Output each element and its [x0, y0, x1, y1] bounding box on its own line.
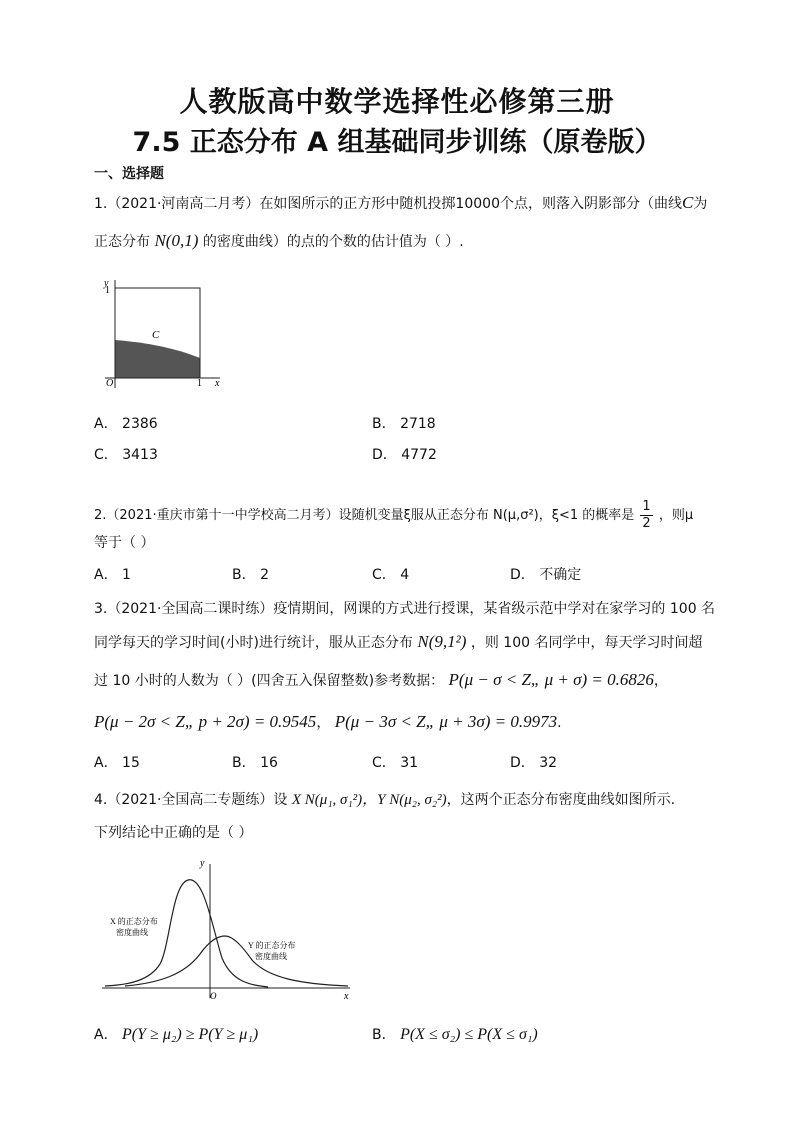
q2-frac-den: 2: [642, 516, 651, 531]
page-title: 人教版高中数学选择性必修第三册: [179, 85, 615, 118]
q4-x-curve-label-2: 密度曲线: [116, 928, 148, 937]
q1-x-label: x: [215, 378, 220, 389]
option-text: P(Y ≥ μ₂) ≥ P(Y ≥ μ₁): [122, 1026, 259, 1043]
option-key: A．: [94, 567, 118, 583]
q1-option-c[interactable]: [94, 444, 158, 464]
q1-shaded-region: [115, 340, 200, 378]
q1-curve-var: C: [681, 193, 694, 212]
q1-line2-end: 的密度曲线）的点的个数的估计值为（ ）.: [202, 234, 464, 250]
q1-option-b[interactable]: [372, 413, 436, 433]
option-key: B．: [232, 755, 256, 771]
q1-line2: [94, 231, 464, 251]
option-key: B．: [232, 567, 256, 583]
q1-line1: [94, 193, 707, 213]
q2-option-c[interactable]: [372, 564, 409, 584]
option-key: C．: [94, 447, 118, 463]
q2-option-d[interactable]: [510, 564, 581, 584]
q1-figure: [100, 278, 230, 390]
q4-figure: [100, 856, 360, 1006]
q3-line4-sep: ，: [316, 715, 331, 731]
q2-line1-end: ，则μ: [658, 508, 694, 523]
q3-normal-math: N(9,1²): [417, 632, 467, 651]
q1-line1-text: 1.（2021·河南高二月考）在如图所示的正方形中随机投掷10000个点，则落入阴影部分（曲线: [94, 196, 682, 212]
q4-x-label: x: [344, 991, 349, 1002]
option-text: 不确定: [539, 567, 582, 583]
q1-option-d[interactable]: [372, 444, 437, 464]
q2-option-b[interactable]: [232, 564, 269, 584]
option-text: 32: [539, 755, 558, 771]
q2-line1-text: 2.（2021·重庆市第十一中学校高二月考）设随机变量ξ服从正态分布 N(μ,σ²)，ξ<1 的概率是: [94, 508, 635, 523]
option-key: A．: [94, 416, 118, 432]
q1-y-label: y: [104, 278, 109, 289]
q3-option-a[interactable]: [94, 752, 140, 772]
q2-line1: [94, 499, 693, 532]
q1-normal-math: N(0,1): [154, 231, 199, 250]
page-subtitle: 7.5 正态分布 A 组基础同步训练（原卷版）: [132, 127, 662, 158]
q4-line1: [94, 788, 675, 809]
option-key: D．: [510, 567, 535, 583]
option-text: 1: [122, 567, 131, 583]
q4-y-label: y: [200, 858, 205, 869]
q4-line2: 下列结论中正确的是（ ）: [94, 825, 253, 841]
option-text: 3413: [122, 447, 158, 463]
q3-ref2-math: P(μ − 2σ < Z„ p + 2σ) = 0.9545: [94, 712, 317, 731]
q3-option-b[interactable]: [232, 752, 278, 772]
option-key: B．: [372, 1027, 396, 1043]
option-key: D．: [372, 447, 397, 463]
q3-line3-end: ，: [653, 673, 668, 689]
option-text: 2718: [400, 416, 436, 432]
q3-ref3-math: P(μ − 3σ < Z„ μ + 3σ) = 0.9973: [334, 712, 558, 731]
option-key: B．: [372, 416, 396, 432]
option-text: P(X ≤ σ₂) ≤ P(X ≤ σ₁): [400, 1026, 538, 1043]
q3-line2-end: ，则 100 名同学中，每天学习时间超: [470, 635, 703, 651]
option-text: 2386: [122, 416, 158, 432]
option-text: 4: [400, 567, 410, 583]
q4-dist-math: X N(μ₁, σ₁²)，Y N(μ₂, σ₂²): [291, 792, 447, 808]
option-text: 31: [400, 755, 419, 771]
q3-line2: [94, 632, 702, 652]
option-key: A．: [94, 1027, 118, 1043]
q4-y-curve-label-2: 密度曲线: [255, 952, 287, 961]
q3-line3: [94, 670, 668, 690]
option-text: 4772: [401, 447, 437, 463]
q2-line2: 等于（ ）: [94, 535, 155, 551]
q4-option-a[interactable]: [94, 1024, 258, 1044]
option-text: 15: [122, 755, 140, 771]
option-key: C．: [372, 567, 396, 583]
option-key: C．: [372, 755, 396, 771]
q2-frac-num: 1: [642, 499, 651, 514]
q3-line4: [94, 712, 562, 732]
q1-line2-text: 正态分布: [94, 234, 150, 250]
q3-line1: 3.（2021·全国高二课时练）疫情期间，网课的方式进行授课，某省级示范中学对在家学习的 100 名: [94, 601, 716, 617]
q3-option-c[interactable]: [372, 752, 418, 772]
q1-option-a[interactable]: [94, 413, 158, 433]
q3-line3-text: 过 10 小时的人数为（ ）(四舍五入保留整数)参考数据：: [94, 673, 445, 689]
q1-one-right: 1: [197, 378, 202, 389]
q3-option-d[interactable]: [510, 752, 557, 772]
q1-origin: O: [106, 378, 114, 389]
q4-line1-end: ，这两个正态分布密度曲线如图所示.: [446, 792, 676, 808]
q2-option-a[interactable]: [94, 564, 131, 584]
q4-x-curve-label-1: X 的正态分布: [110, 917, 158, 926]
q4-y-density-curve: [125, 936, 348, 986]
q4-line1-text: 4.（2021·全国高二专题练）设: [94, 792, 288, 808]
section-heading: 一、选择题: [94, 166, 164, 182]
option-text: 2: [260, 567, 269, 583]
option-key: D．: [510, 755, 535, 771]
q3-line4-end: .: [557, 715, 562, 731]
q3-ref1-math: P(μ − σ < Z„ μ + σ) = 0.6826: [448, 670, 654, 689]
q4-origin: O: [210, 991, 217, 1001]
q4-y-curve-label-1: Y 的正态分布: [248, 941, 296, 950]
q3-line2-text: 同学每天的学习时间(小时)进行统计，服从正态分布: [94, 635, 413, 651]
q1-curve-label: C: [152, 329, 160, 341]
q4-option-b[interactable]: [372, 1024, 538, 1044]
q2-fraction: [640, 499, 652, 532]
q1-one-top: 1: [105, 285, 110, 296]
option-key: A．: [94, 755, 118, 771]
q1-line1-end: 为: [693, 196, 708, 212]
option-text: 16: [260, 755, 278, 771]
